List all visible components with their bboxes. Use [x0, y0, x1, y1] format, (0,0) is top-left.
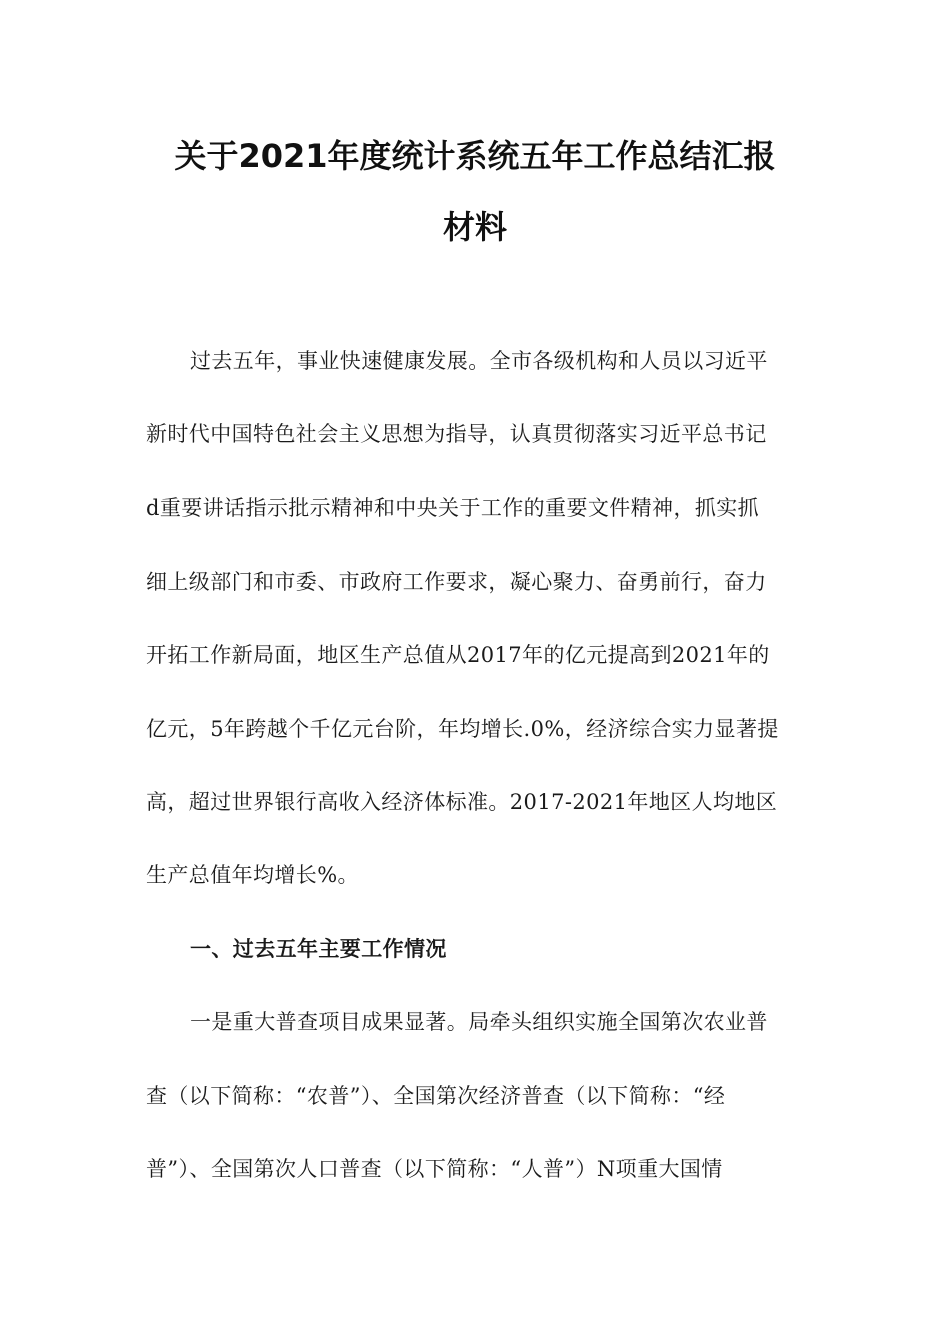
section-line-3: 普”）、全国第次人口普查（以下简称：“人普”）N项重大国情: [146, 1157, 723, 1181]
body-line-7: 高，超过世界银行高收入经济体标准。2017-2021年地区人均地区: [146, 790, 778, 814]
body-line-8: 生产总值年均增长%。: [146, 863, 359, 887]
section-line-2: 查（以下简称：“农普”）、全国第次经济普查（以下简称：“经: [146, 1084, 726, 1108]
body-line-5: 开拓工作新局面，地区生产总值从2017年的亿元提高到2021年的: [146, 643, 770, 667]
body-line-2: 新时代中国特色社会主义思想为指导，认真贯彻落实习近平总书记: [146, 422, 767, 446]
document-title-line-1: 关于2021年度统计系统五年工作总结汇报: [174, 137, 776, 175]
body-line-3: d重要讲话指示批示精神和中央关于工作的重要文件精神，抓实抓: [146, 496, 760, 520]
document-title-line-2: 材料: [442, 208, 507, 246]
section-heading: 一、过去五年主要工作情况: [190, 937, 447, 961]
section-line-1: 一是重大普查项目成果显著。局牵头组织实施全国第次农业普: [190, 1010, 768, 1034]
body-line-6: 亿元，5年跨越个千亿元台阶，年均增长.0%，经济综合实力显著提: [146, 717, 779, 741]
body-line-4: 细上级部门和市委、市政府工作要求，凝心聚力、奋勇前行，奋力: [146, 570, 767, 594]
body-line-1: 过去五年，事业快速健康发展。全市各级机构和人员以习近平: [190, 349, 768, 373]
